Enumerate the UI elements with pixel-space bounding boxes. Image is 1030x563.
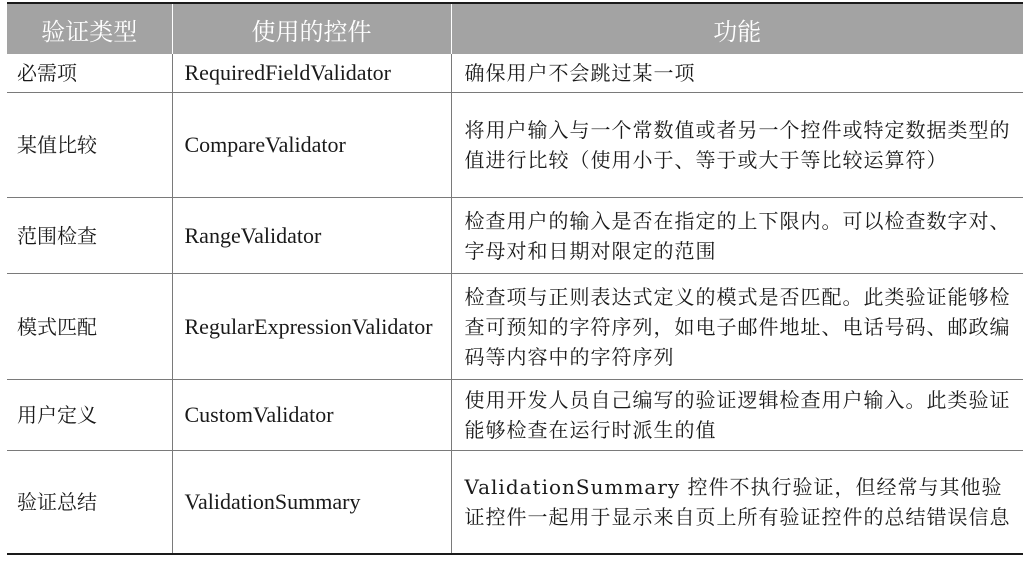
table-row [7,54,1023,93]
header-row [7,3,1023,54]
cell-function: 将用户输入与一个常数值或者另一个控件或特定数据类型的值进行比较（使用小于、等于或大于等比较运算符） [451,93,1023,198]
table-row [7,380,1023,451]
validator-table-container [7,2,1023,555]
table-body [7,54,1023,554]
table-row [7,93,1023,198]
cell-validation-type: 用户定义 [7,380,172,451]
cell-function: 检查用户的输入是否在指定的上下限内。可以检查数字对、字母对和日期对限定的范围 [451,198,1023,274]
table-row [7,198,1023,274]
cell-validation-type: 某值比较 [7,93,172,198]
cell-function: 确保用户不会跳过某一项 [464,61,696,85]
cell-validation-type: 范围检查 [7,198,172,274]
validator-table [7,2,1023,555]
cell-validation-type: 必需项 [7,54,172,93]
cell-control: RequiredFieldValidator [172,54,451,93]
cell-function: ValidationSummary 控件不执行验证，但经常与其他验证控件一起用于显示来自页上所有验证控件的总结错误信息 [451,451,1023,555]
cell-function: 检查项与正则表达式定义的模式是否匹配。此类验证能够检查可预知的字符序列，如电子邮件地址、电话号码、邮政编码等内容中的字符序列 [451,274,1023,380]
cell-validation-type: 验证总结 [7,451,172,555]
cell-control: ValidationSummary [172,451,451,555]
cell-control: CustomValidator [172,380,451,451]
table-row [7,274,1023,380]
table-header [7,3,1023,54]
cell-control: CompareValidator [172,93,451,198]
header-control-used: 使用的控件 [172,3,451,54]
header-validation-type: 验证类型 [7,3,172,54]
table-row [7,451,1023,555]
cell-control: RangeValidator [172,198,451,274]
cell-control: RegularExpressionValidator [172,274,451,380]
cell-validation-type: 模式匹配 [7,274,172,380]
cell-function: 使用开发人员自己编写的验证逻辑检查用户输入。此类验证能够检查在运行时派生的值 [451,380,1023,451]
header-function: 功能 [451,3,1023,54]
